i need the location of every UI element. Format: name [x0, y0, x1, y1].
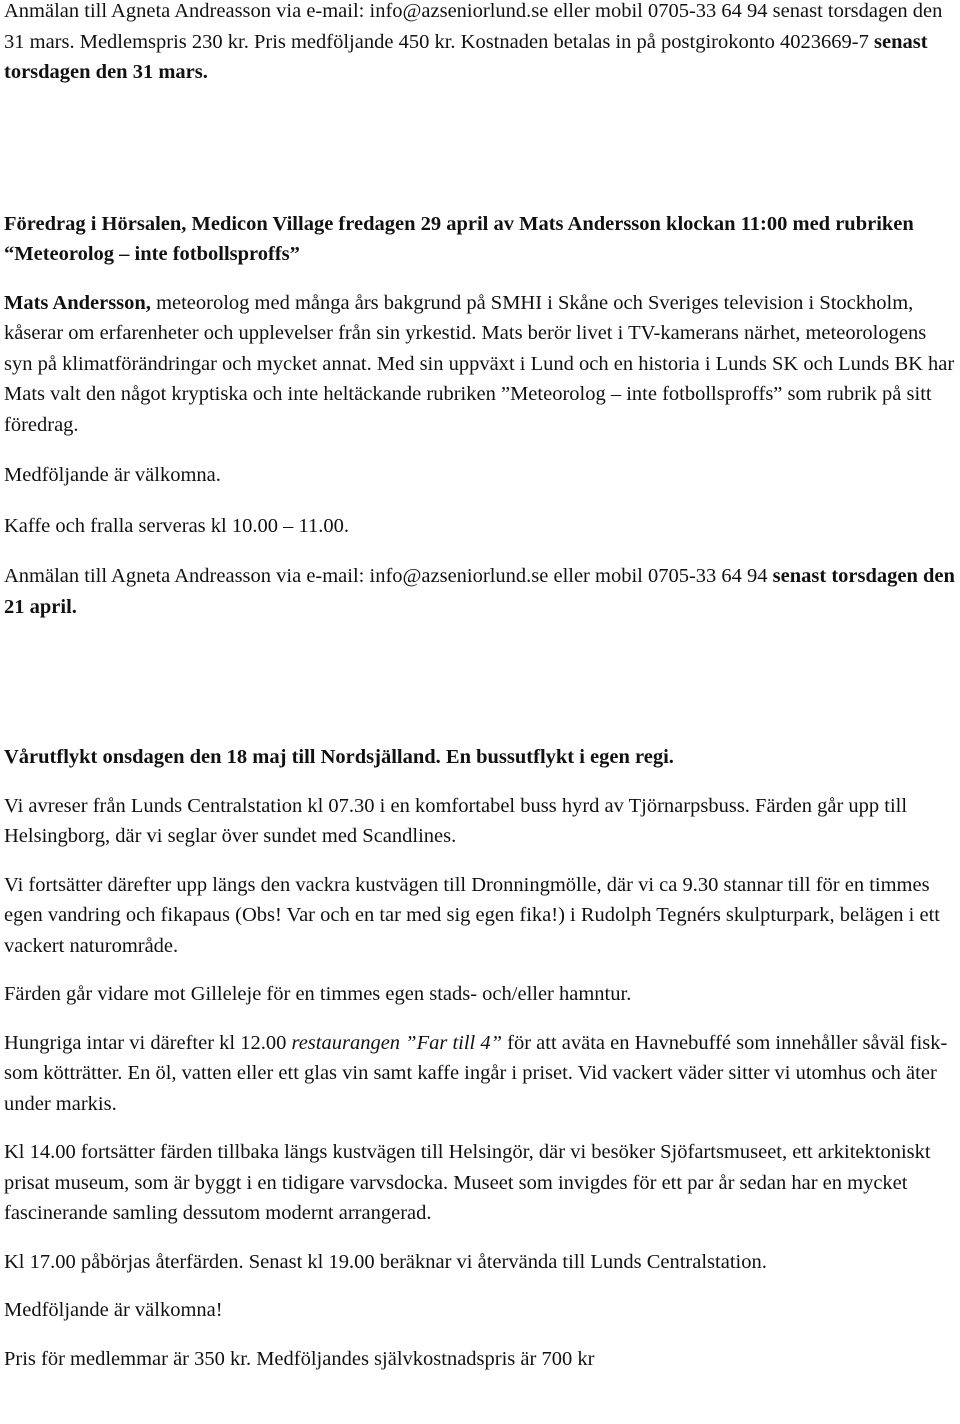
signup-paragraph-april — [4, 561, 956, 622]
signup-text-april: Anmälan till Agneta Andreasson via e-mail: info@azseniorlund.se eller mobil 0705-33 64 94 — [4, 565, 773, 587]
signup-paragraph-march — [4, 0, 956, 88]
lecture-description-text: meteorolog med många års bakgrund på SMHI i Skåne och Sveriges television i Stockholm, kåserar om erfarenheter och upplevelser från sin yrkestid. Mats berör livet i TV-kamerans närhet, meteorologens syn på klimatförändringar och mycket annat. Med sin uppväxt i Lund och en historia i Lunds SK och Lunds BK har Mats valt den något kryptiska och inte heltäckande rubriken ”Meteorolog – inte fotbollsproffs” som rubrik på sitt föredrag. — [4, 291, 955, 436]
trip-paragraph-lunch — [4, 1028, 956, 1120]
trip-paragraph-coast: Vi fortsätter därefter upp längs den vackra kustvägen till Dronningmölle, där vi ca 9.30 stannar till för en timmes egen vandring och fikapaus (Obs! Var och en tar med sig egen fika!) i Rudolph Tegnérs skulpturpark, belägen i ett vackert naturområde. — [4, 873, 940, 957]
document-page — [4, 0, 956, 1374]
lecture-description — [4, 288, 956, 441]
lecture-heading — [4, 209, 956, 270]
signup-text-march: Anmälan till Agneta Andreasson via e-mail: info@azseniorlund.se eller mobil 0705-33 64 94 senast torsdagen den 31 mars. Medlemspris 230 kr. Pris medföljande 450 kr. Kostnaden betalas in på postgirokonto 4023669-7 — [4, 0, 943, 53]
lecture-coffee: Kaffe och fralla serveras kl 10.00 – 11.00. — [4, 514, 349, 537]
speaker-name: Mats Andersson, — [4, 291, 151, 314]
signup-deadline-april: senast torsdagen den 21 april. — [4, 565, 955, 618]
lunch-restaurant: restaurangen ”Far till 4” — [291, 1031, 503, 1054]
trip-heading-text: Vårutflykt onsdagen den 18 maj till Nordsjälland. En bussutflykt i egen regi. — [4, 746, 674, 768]
trip-welcome: Medföljande är välkomna! — [4, 1299, 223, 1321]
lunch-text-b: för att aväta en Havnebuffé som innehåller såväl fisk- som kötträtter. En öl, vatten eller ett glas vin samt kaffe ingår i priset. Vid vackert väder sitter vi utomhus och äter under markis. — [4, 1031, 948, 1115]
trip-paragraph-gilleleje: Färden går vidare mot Gilleleje för en timmes egen stads- och/eller hamntur. — [4, 983, 632, 1005]
signup-deadline-march: senast torsdagen den 31 mars. — [4, 30, 928, 83]
trip-heading — [4, 742, 956, 773]
trip-price: Pris för medlemmar är 350 kr. Medföljandes självkostnadspris är 700 kr — [4, 1347, 595, 1370]
trip-paragraph-return: Kl 17.00 påbörjas återfärden. Senast kl 19.00 beräknar vi återvända till Lunds Centralstation. — [4, 1250, 767, 1273]
trip-paragraph-departure: Vi avreser från Lunds Centralstation kl 07.30 i en komfortabel buss hyrd av Tjörnarpsbuss. Färden går upp till Helsingborg, där vi seglar över sundet med Scandlines. — [4, 794, 908, 847]
lecture-welcome: Medföljande är välkomna. — [4, 464, 221, 486]
lunch-text-a: Hungriga intar vi därefter kl 12.00 — [4, 1031, 292, 1054]
trip-paragraph-museum: Kl 14.00 fortsätter färden tillbaka längs kustvägen till Helsingör, där vi besöker Sjöfartsmuseet, ett arkitektoniskt prisat museum, som är byggt i en tidigare varvsdocka. Museet som invigdes för ett par år sedan har en mycket fascinerande samling dessutom modernt arrangerad. — [4, 1141, 931, 1224]
lecture-heading-text: Föredrag i Hörsalen, Medicon Village fredagen 29 april av Mats Andersson klockan 11:00 med rubriken “Meteorolog – inte fotbollsproffs” — [4, 212, 914, 265]
